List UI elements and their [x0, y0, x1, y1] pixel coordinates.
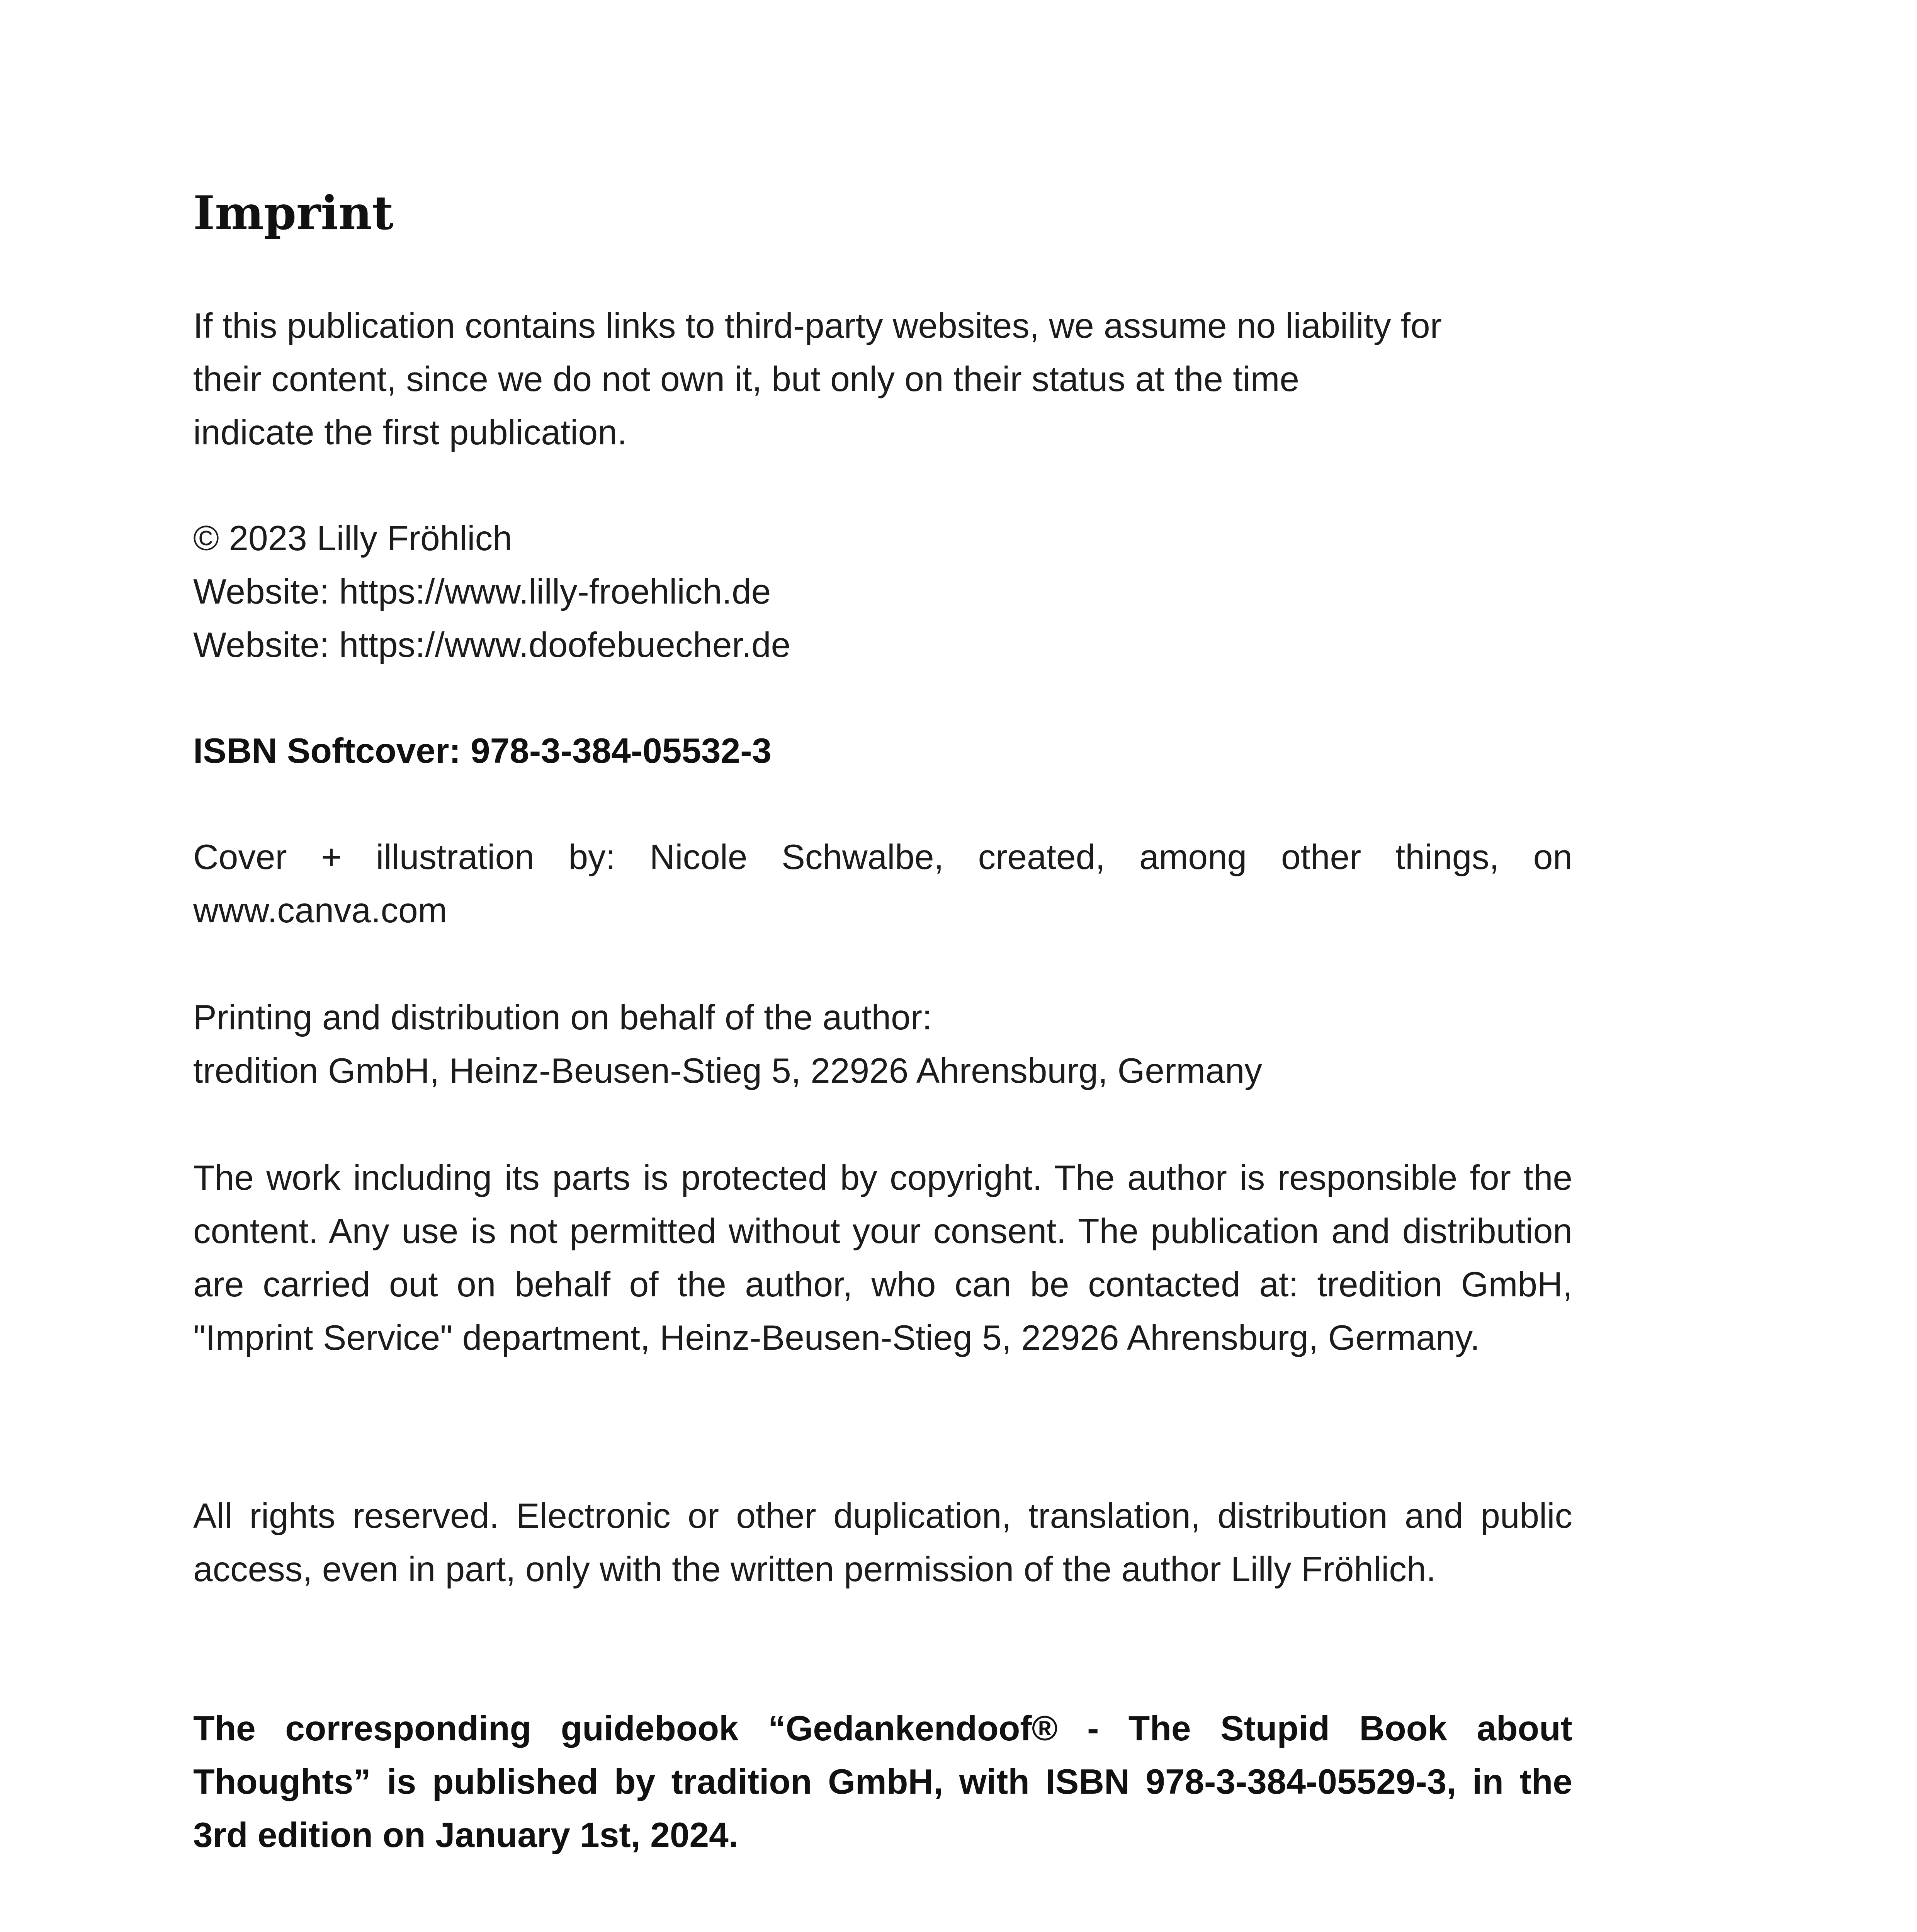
printing-paragraph — [193, 991, 1572, 1098]
guidebook-note-paragraph: The corresponding guidebook “Gedankendoof® - The Stupid Book about Thoughts” is published by tradition GmbH, with ISBN 978-3-384-05529-3, in the 3rd edition on January 1st, 2024. — [193, 1709, 1572, 1855]
disclaimer-line: indicate the first publication. — [193, 413, 627, 452]
copyright-line: © 2023 Lilly Fröhlich — [193, 519, 512, 558]
rights-reserved-paragraph: All rights reserved. Electronic or other duplication, translation, distribution and public access, even in part, only with the written permission of the author Lilly Fröhlich. — [193, 1497, 1572, 1589]
website-link-doofebuecher[interactable]: Website: https://www.doofebuecher.de — [193, 626, 791, 665]
disclaimer-line: If this publication contains links to third-party websites, we assume no liability for — [193, 306, 1442, 345]
disclaimer-paragraph — [193, 299, 1572, 459]
copyright-notice-paragraph: The work including its parts is protected by copyright. The author is responsible for the content. Any use is not permitted without your consent. The publication and distribution are carried out on behalf of the author, who can be contacted at: tredition GmbH, "Imprint Service" department, Heinz-Beusen-Stieg 5, 22926 Ahrensburg, Germany. — [193, 1158, 1572, 1357]
printing-address-line: tredition GmbH, Heinz-Beusen-Stieg 5, 22926 Ahrensburg, Germany — [193, 1051, 1262, 1090]
isbn-line: ISBN Softcover: 978-3-384-05532-3 — [193, 731, 772, 770]
website-link-lilly-froehlich[interactable]: Website: https://www.lilly-froehlich.de — [193, 572, 771, 611]
cover-credit-paragraph: Cover + illustration by: Nicole Schwalbe, created, among other things, on www.canva.com — [193, 838, 1572, 930]
disclaimer-line: their content, since we do not own it, but only on their status at the time — [193, 360, 1300, 399]
contact-block — [193, 512, 1572, 672]
page-title: Imprint — [193, 186, 394, 240]
printing-line: Printing and distribution on behalf of the author: — [193, 998, 932, 1037]
